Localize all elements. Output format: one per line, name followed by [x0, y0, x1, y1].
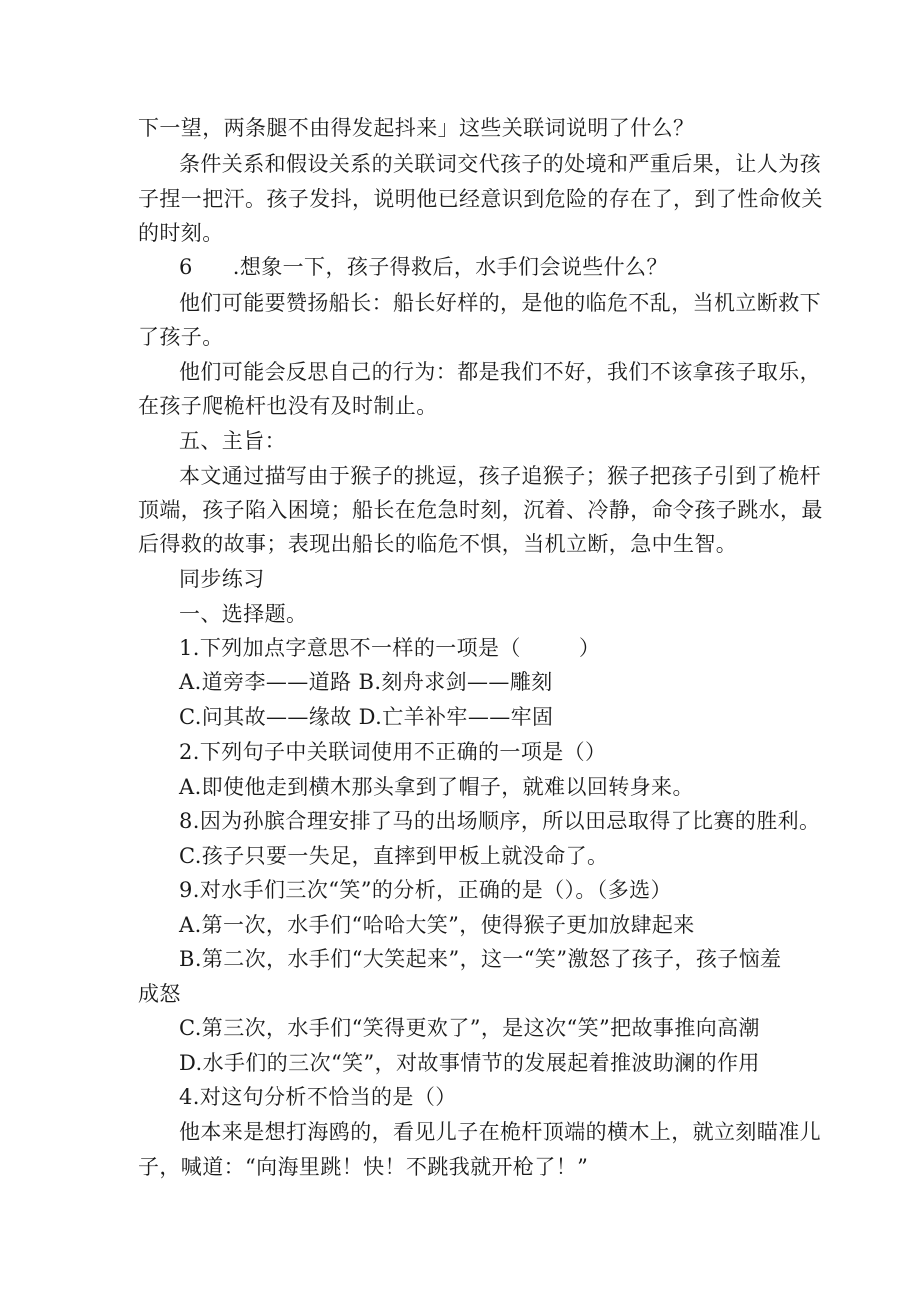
option-line: C.第三次，水手们“笑得更欢了”，是这次“笑”把故事推向高潮 [179, 1016, 760, 1040]
question-paren-close: ） [578, 636, 601, 660]
quoted-passage: 他本来是想打海鸥的，看见儿子在桅杆顶端的横木上，就立刻瞄准儿 [179, 1120, 821, 1144]
text-line-analysis-question: 下一望，两条腿不由得发起抖来」这些关联词说明了什么？ [138, 116, 695, 140]
question-6 [179, 253, 668, 281]
text-line-theme: 本文通过描写由于猴子的挑逗，孩子追猴子；猴子把孩子引到了桅杆 [179, 464, 821, 488]
option-line: D.水手们的三次“笑”，对故事情节的发展起着推波助澜的作用 [179, 1051, 760, 1075]
option-line: C.问其故——缘故 D.亡羊补牢——牢固 [179, 705, 554, 729]
question-number: 6 [179, 255, 193, 279]
text-line-answer: 条件关系和假设关系的关联词交代孩子的处境和严重后果，让人为孩 [179, 152, 821, 176]
question-2: 2.下列句子中关联词使用不正确的一项是（） [179, 740, 607, 764]
text-line-answer: 他们可能要赞扬船长：船长好样的，是他的临危不乱，当机立断救下 [179, 291, 821, 315]
option-line: A.即使他走到横木那头拿到了帽子，就难以回转身来。 [179, 775, 694, 799]
option-line-continued: 成怒 [138, 982, 181, 1006]
question-text: 1.下列加点字意思不一样的一项是（ [179, 636, 521, 660]
text-line-theme: 顶端，孩子陷入困境；船长在危急时刻，沉着、冷静，命令孩子跳水，最 [138, 498, 823, 522]
option-line: A.第一次，水手们“哈哈大笑”，使得猴子更加放肆起来 [179, 913, 695, 937]
text-line-answer: 他们可能会反思自己的行为：都是我们不好，我们不该拿孩子取乐， [179, 360, 821, 384]
question-3: 9.对水手们三次“笑”的分析，正确的是（）。（多选） [179, 878, 672, 902]
text-line-answer: 了孩子。 [138, 325, 224, 349]
question-1 [179, 634, 600, 662]
section-heading-theme: 五、主旨： [179, 429, 286, 453]
question-text: .想象一下，孩子得救后，水手们会说些什么？ [232, 255, 668, 279]
section-heading-multiple-choice: 一、选择题。 [179, 602, 308, 626]
section-heading-practice: 同步练习 [179, 567, 265, 591]
text-line-theme: 后得救的故事；表现出船长的临危不惧，当机立断，急中生智。 [138, 532, 738, 556]
option-line: 8.因为孙膑合理安排了马的出场顺序，所以田忌取得了比赛的胜利。 [179, 809, 821, 833]
option-line: A.道旁李——道路 B.刻舟求剑——雕刻 [179, 670, 553, 694]
option-line: C.孩子只要一失足，直摔到甲板上就没命了。 [179, 844, 609, 868]
question-4: 4.对这句分析不恰当的是（） [179, 1085, 457, 1109]
option-line: B.第二次，水手们“大笑起来”，这一“笑”激怒了孩子，孩子恼羞 [179, 947, 782, 971]
text-line-answer: 的时刻。 [138, 221, 224, 245]
text-line-answer: 子捏一把汗。孩子发抖，说明他已经意识到危险的存在了，到了性命攸关 [138, 187, 823, 211]
quoted-passage: 子，喊道：“向海里跳！快！不跳我就开枪了！” [138, 1155, 589, 1179]
text-line-answer: 在孩子爬桅杆也没有及时制止。 [138, 394, 438, 418]
